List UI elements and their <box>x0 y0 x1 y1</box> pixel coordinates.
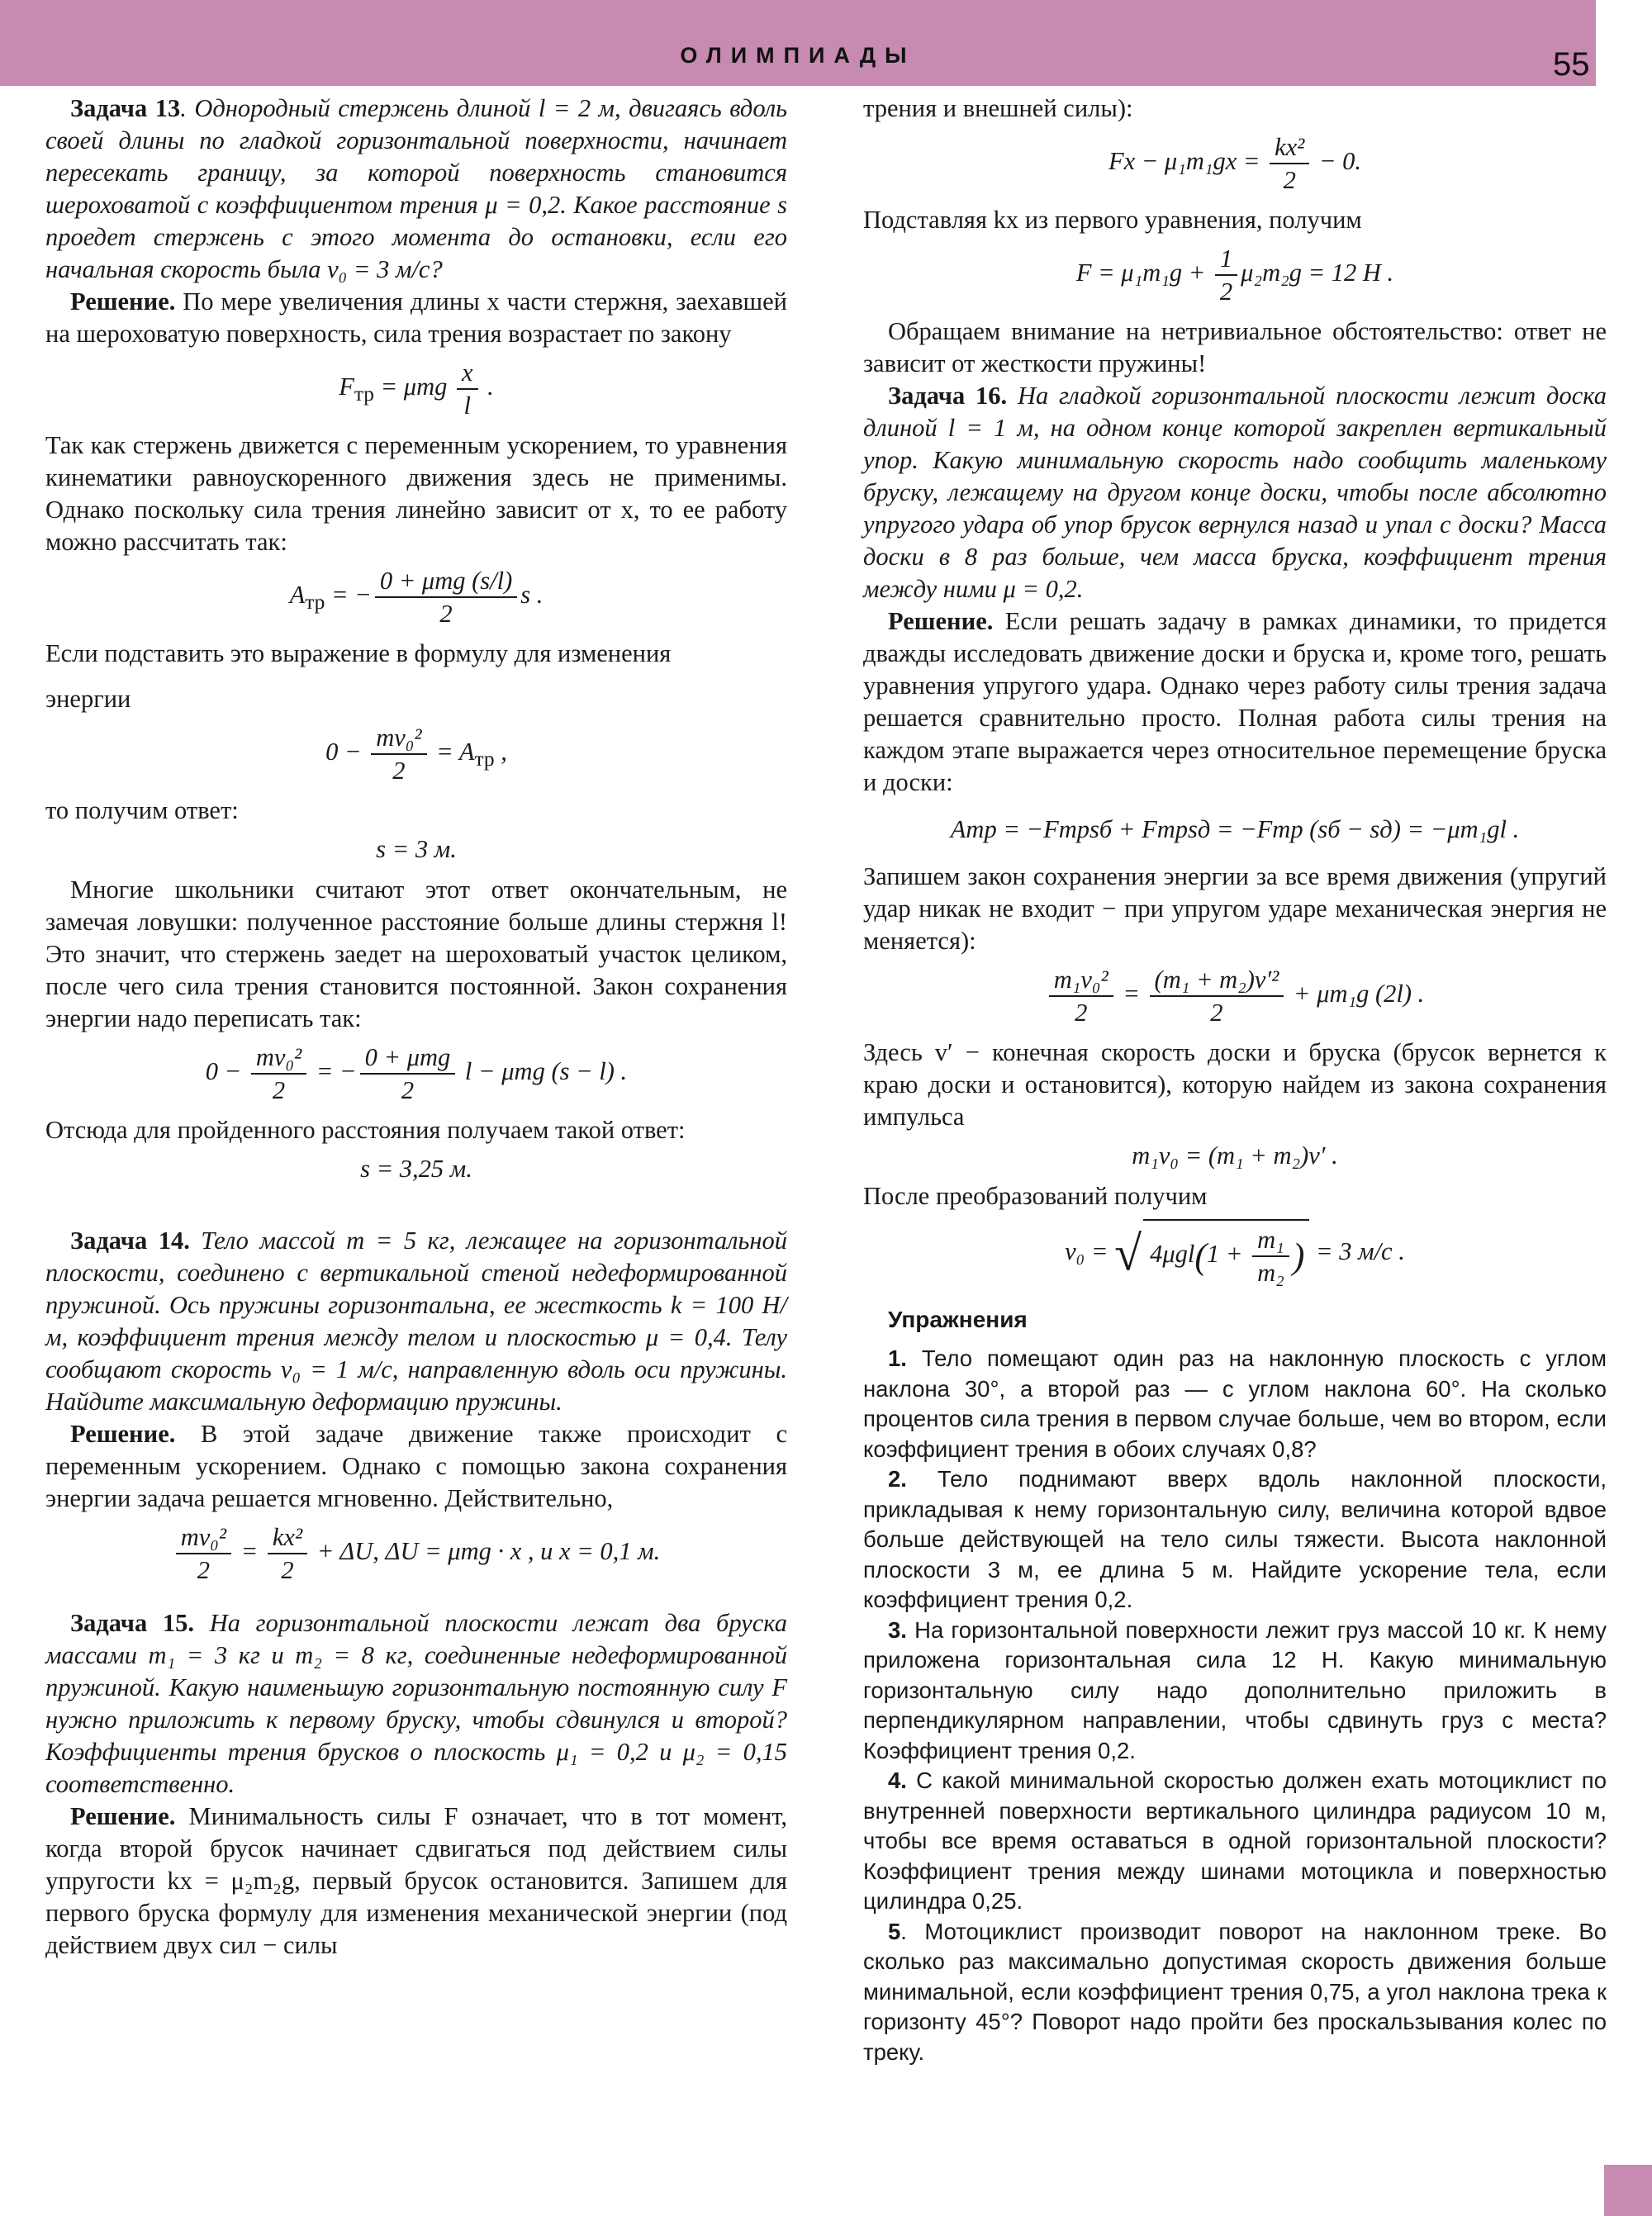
task13-text: энергии <box>45 685 131 713</box>
formula-force-answer: F = μ₁m₁g + $\frac{1}{2}$ μ₂m₂g = 12 Н . <box>1075 244 1394 306</box>
formula-total-friction-work: Aтр = −Fтрsб + Fтрsд = −Fтр (sб − sд) = −μm₁gl . <box>950 815 1520 843</box>
formula-min-speed: v₀ = √ 4μgl(1 + $\frac{\text{m₁}}{\text{m₂}}$ ) = 3 м/с . <box>863 1219 1607 1288</box>
formula-work-first-block: Fx − μ₁m₁gx = $\frac{\text{kx²}}{2}$ − 0. <box>1108 133 1362 194</box>
exercises-title: Упражнения <box>888 1307 1028 1332</box>
task16-text: Здесь v′ − конечная скорость доски и бруска (брусок вернется к краю доски и остановится), которую найдем из закона сохранения импульса <box>863 1038 1607 1131</box>
exercise-item: 4. С какой минимальной скоростью должен ехать мотоциклист по внутренней поверхности вертикального цилиндра радиусом 10 м, чтобы все время оставаться в одной горизонтальной плоскости? Коэффициент трения между шинами мотоцикла и поверхностью цилиндра 0,25. <box>863 1768 1607 1914</box>
task15-text: Обращаем внимание на нетривиальное обстоятельство: ответ не зависит от жесткости пружины! <box>863 317 1607 377</box>
task16-statement: Задача 16. На гладкой горизонтальной плоскости лежит доска длиной l = 1 м, на одном конце которой закреплен вертикальный упор. Какую минимальную скорость надо сообщить маленькому бруску, лежащему на другом конце доски, чтобы после абсолютно упругого удара об упор брусок вернулся назад и упал с доски? Масса доски в 8 раз больше, чем масса бруска, коэффициент трения между ними μ = 0,2. <box>863 382 1607 603</box>
formula-momentum: m₁v₀ = (m₁ + m₂)v′ . <box>1132 1141 1338 1170</box>
corner-tab <box>1604 2165 1652 2216</box>
task16-solution: Решение. Если решать задачу в рамках динамики, то придется дважды исследовать движение доски и бруска и, кроме того, решать уравнения упругого удара. Однако через работу силы трения задача решается сравнительно просто. Полная работа силы трения на каждом этапе выражается через относительное перемещение бруска и доски: <box>863 607 1607 796</box>
task13-text: Отсюда для пройденного расстояния получаем такой ответ: <box>45 1116 686 1144</box>
left-column <box>45 93 787 1962</box>
formula-energy-corrected: 0 − $\frac{\text{mv₀²}}{2}$ = − 0 + μmg 2 l − μmg (s − l) . <box>205 1043 628 1104</box>
formula-answer: s = 3,25 м. <box>360 1155 472 1183</box>
task15-text: трения и внешней силы): <box>863 94 1133 122</box>
task13-text: Многие школьники считают этот ответ окончательным, не замечая ловушки: полученное расстояние больше длины стержня l! Это значит, что стержень заедет на шероховатый участок целиком, после чего сила трения становится постоянной. Закон сохранения энергии надо переписать так: <box>45 875 787 1032</box>
task13-text: Если подставить это выражение в формулу для изменения <box>45 639 672 667</box>
task15-statement: Задача 15. На горизонтальной плоскости лежат два бруска массами m₁ = 3 кг и m₂ = 8 кг, соединенные недеформированной пружиной. Какую наименьшую горизонтальную постоянную силу F нужно приложить к первому бруску, чтобы сдвинулся и второй? Коэффициенты трения брусков о плоскость μ₁ = 0,2 и μ₂ = 0,15 соответственно. <box>45 1609 788 1798</box>
exercise-item: 5. Мотоциклист производит поворот на наклонном треке. Во сколько раз максимально допустимая скорость движения больше минимальной, если коэффициент трения 0,75, а угол наклона трека к горизонту 45°? Поворот надо пройти без проскальзывания колес по треку. <box>863 1918 1607 2065</box>
page-number: 55 <box>1553 46 1590 83</box>
task13-statement: Задача 13. Однородный стержень длиной l = 2 м, двигаясь вдоль своей длины по гладкой горизонтальной поверхности, начинает пересекать границу, за которой поверхность становится шероховатой с коэффициентом трения μ = 0,2. Какое расстояние s проедет стержень с этого момента до остановки, если его начальная скорость была v₀ = 3 м/с? <box>45 94 787 283</box>
task16-text: Запишем закон сохранения энергии за все время движения (упругий удар никак не входит − при упругом ударе механическая энергия не меняется): <box>863 862 1607 955</box>
task13-text: то получим ответ: <box>45 796 239 824</box>
formula-friction-work: $A_{тр}$ = − 0 + μmg (s/l) 2 s . <box>289 567 544 628</box>
formula-friction-force: $F_{тр} = \mu mg$ $\frac{x}{l}$ . <box>339 358 494 420</box>
formula-answer: s = 3 м. <box>376 835 457 863</box>
exercise-item: 2. Тело поднимают вверх вдоль наклонной плоскости, прикладывая к нему горизонтальную силу, величина которой вдвое больше действующей на тело силы тяжести. Высота наклонной плоскости 3 м, ее длина 5 м. Найдите ускорение тела, если коэффициент трения 0,2. <box>863 1466 1607 1612</box>
task14-statement: Задача 14. Тело массой m = 5 кг, лежащее на горизонтальной плоскости, соединено с вертикальной стеной недеформированной пружиной. Ось пружины горизонтальна, ее жесткость k = 100 Н/м, коэффициент трения между телом и плоскостью μ = 0,4. Телу сообщают скорость v₀ = 1 м/с, направленную вдоль оси пружины. Найдите максимальную деформацию пружины. <box>45 1227 787 1416</box>
exercise-item: 1. Тело помещают один раз на наклонную плоскость с углом наклона 30°, а второй раз — с углом наклона 60°. На сколько процентов сила трения в первом случае больше, чем во втором, если коэффициент трения в обоих случаях 0,8? <box>863 1345 1607 1462</box>
formula-energy-conservation: $\frac{\text{m₁v₀²}}{2}$ = $\frac{\text{(m₁ + m₂)v′²}}{2}$ + μm₁g (2l) . <box>863 964 1607 1028</box>
task15-text: Подставляя kx из первого уравнения, получим <box>863 206 1362 234</box>
task14-solution: Решение. В этой задаче движение также происходит с переменным ускорением. Однако с помощью закона сохранения энергии задача решается мгновенно. Действительно, <box>45 1420 787 1512</box>
formula-energy: 0 − $\frac{\text{mv₀²}}{2}$ = $A_{тр}$ , <box>325 724 507 785</box>
task16-text: После преобразований получим <box>863 1182 1208 1210</box>
section-title: ОЛИМПИАДЫ <box>680 43 916 68</box>
task15-solution: Решение. Минимальность силы F означает, что в тот момент, когда второй брусок начинает сдвигаться под действием силы упругости kx = μ₂m₂g, первый брусок остановится. Запишем для первого бруска формулу для изменения механической энергии (под действием двух сил − силы <box>45 1802 787 1959</box>
right-column <box>863 93 1607 2067</box>
exercise-item: 3. На горизонтальной поверхности лежит груз массой 10 кг. К нему приложена горизонтальная сила 12 Н. Какую минимальную горизонтальную силу надо дополнительно приложить в перпендикулярном направлении, чтобы сдвинуть груз с места? Коэффициент трения 0,2. <box>863 1616 1607 1763</box>
formula-spring-energy: $\frac{\text{mv₀²}}{2}$ = $\frac{\text{kx²}}{2}$ + ΔU, ΔU = μmg · x , и x = 0,1 м. <box>45 1521 787 1586</box>
task13-text: Так как стержень движется с переменным ускорением, то уравнения кинематики равноускоренного движения здесь не применимы. Однако поскольку сила трения линейно зависит от x, то ее работу можно рассчитать так: <box>45 431 787 556</box>
task13-solution: Решение. По мере увеличения длины x части стержня, заехавшей на шероховатую поверхность, сила трения возрастает по закону <box>45 287 787 348</box>
